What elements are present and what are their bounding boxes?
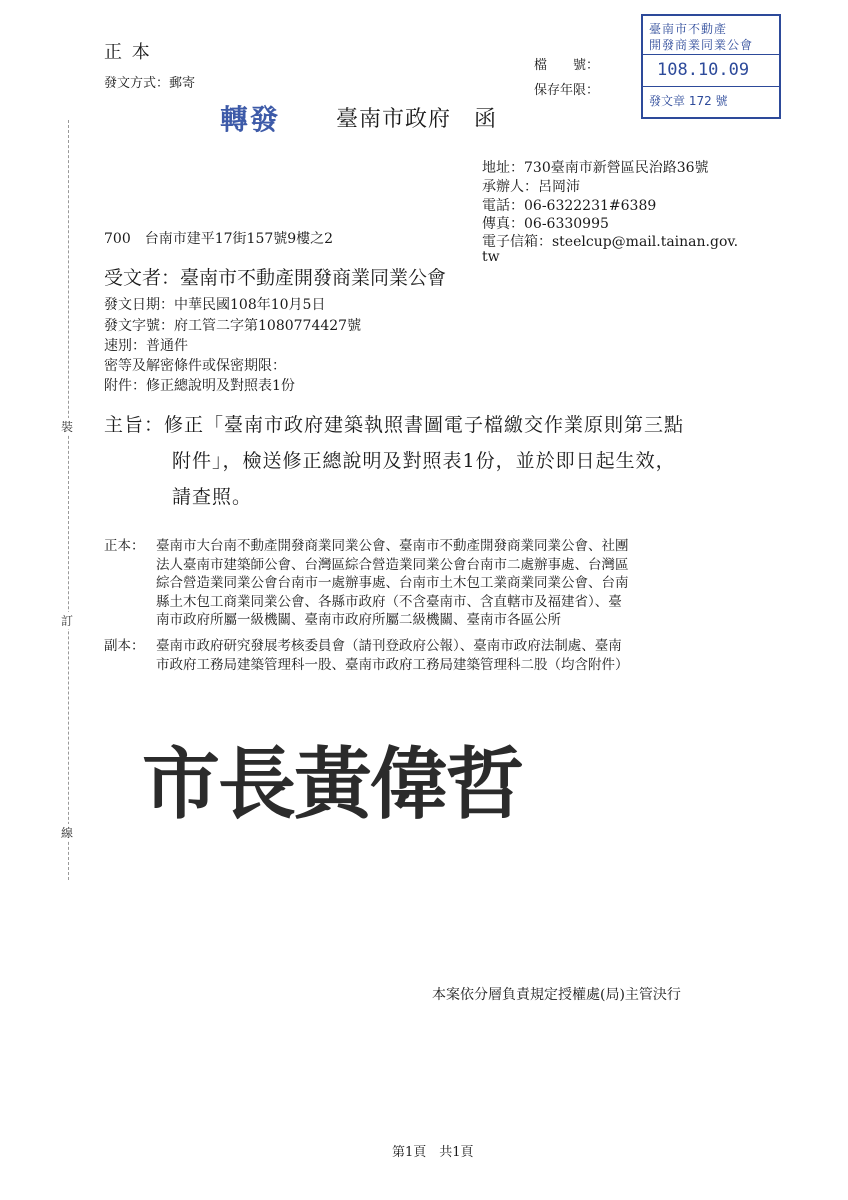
copy-type: 正 本	[104, 42, 152, 63]
copy-line: 市政府工務局建築管理科一股、臺南市政府工務局建築管理科二股（均含附件）	[156, 656, 629, 673]
original-line: 縣土木包工商業同業公會、各縣市政府（不含臺南市、含直轄市及福建省）、臺	[156, 593, 622, 610]
subject-line2: 附件」，檢送修正總說明及對照表1份，並於即日起生效，	[172, 450, 676, 472]
copy-recipients	[156, 637, 629, 674]
copy-label: 副本：	[104, 638, 145, 654]
send-method: 發文方式：郵寄	[104, 76, 196, 91]
original-line: 法人臺南市建築師公會、台灣區綜合營造業同業公會台南市二處辦事處、台灣區	[156, 556, 629, 573]
stamp-divider	[643, 86, 779, 87]
document-number: 發文字號：府工管二字第1080774427號	[104, 318, 362, 334]
contact-address: 地址：730臺南市新營區民治路36號	[482, 160, 709, 176]
subject-line1: 主旨：修正「臺南市政府建築執照書圖電子檔繳交作業原則第三點	[104, 414, 685, 436]
binding-line	[68, 120, 69, 880]
speed-class: 速別：普通件	[104, 338, 188, 354]
retention-period: 保存年限：	[534, 83, 600, 98]
received-stamp	[641, 14, 781, 119]
contact-handler: 承辦人：呂岡沛	[482, 179, 580, 195]
original-line: 綜合營造業同業公會台南市一處辦事處、台南市土木包工業商業同業公會、台南	[156, 575, 629, 592]
original-line: 臺南市大台南不動產開發商業同業公會、臺南市不動產開發商業同業公會、社團	[156, 538, 629, 554]
stamp-line1: 臺南市不動產	[649, 22, 728, 36]
stamp-divider	[643, 54, 779, 55]
file-number: 檔 號：	[534, 58, 600, 73]
stamp-number: 發文章 172 號	[649, 94, 728, 108]
page-footer: 第1頁 共1頁	[392, 1145, 474, 1160]
stamp-date: 108.10.09	[657, 60, 750, 80]
mayor-signature: 市長黃偉哲	[142, 739, 523, 830]
contact-email: 電子信箱：steelcup@mail.tainan.gov.	[482, 234, 739, 250]
contact-phone: 電話：06-6322231#6389	[482, 198, 657, 214]
binding-char-xian: 線	[61, 826, 74, 840]
subject-line3: 請查照。	[172, 486, 253, 508]
stamp-line2: 開發商業同業公會	[649, 38, 754, 52]
delegation-note: 本案依分層負責規定授權處(局)主管決行	[432, 987, 681, 1003]
binding-char-zhuang: 裝	[61, 420, 74, 434]
contact-fax: 傳真：06-6330995	[482, 216, 609, 232]
recipient: 受文者：臺南市不動產開發商業同業公會	[104, 267, 447, 289]
original-recipients	[156, 537, 629, 630]
document-title: 臺南市政府 函	[336, 107, 498, 132]
original-label: 正本：	[104, 538, 145, 554]
forward-stamp: 轉發	[220, 103, 281, 136]
issue-date: 發文日期：中華民國108年10月5日	[104, 297, 326, 313]
recipient-address: 700 台南市建平17街157號9樓之2	[104, 231, 334, 247]
attachment: 附件：修正總說明及對照表1份	[104, 378, 295, 394]
contact-email-cont: tw	[482, 249, 500, 265]
binding-char-ding: 訂	[61, 614, 74, 628]
secrecy: 密等及解密條件或保密期限：	[104, 358, 286, 374]
original-line: 南市政府所屬一級機關、臺南市政府所屬二級機關、臺南市各區公所	[156, 612, 561, 629]
copy-line: 臺南市政府研究發展考核委員會（請刊登政府公報）、臺南市政府法制處、臺南	[156, 638, 622, 654]
